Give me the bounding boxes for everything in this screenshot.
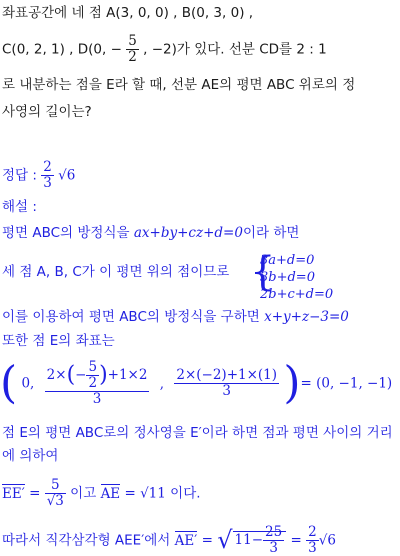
solution-text: 이를 이용하여 평면 ABC의 방정식을 구하면: [2, 309, 265, 325]
solution-text: 이라 하면: [242, 225, 300, 241]
solution-line-7: EE′ = $\frac{5}{√3}$ 이고 AE = √11 이다.: [2, 477, 201, 509]
system-equation: 3a+d=0: [260, 253, 315, 268]
fraction-denominator: √3: [46, 493, 64, 509]
coord-x: 0,: [21, 375, 35, 392]
plane-equation: x+y+z−3=0: [264, 309, 349, 325]
solution-text: 또한 점 E의 좌표는: [2, 333, 115, 349]
solution-text: 평면 ABC의 방정식을: [2, 225, 134, 241]
coord-expression: ( 0, 2×(− $\frac{5}{2}$ )+1×2 3 , $\frac{2\times(-2)+1\times(1)}{3}$ )= (0, −1, −1): [0, 357, 393, 409]
fraction-numerator: 5: [88, 359, 98, 375]
radicand: [233, 524, 287, 556]
problem-line-1: [2, 4, 253, 22]
fraction-denominator: 2: [88, 375, 98, 391]
problem-text: , −2)가 있다. 선분 CD를 2 : 1: [143, 41, 327, 58]
segment-ee: EE′: [2, 485, 25, 502]
segment-ae-prime: AE′: [174, 532, 198, 549]
fraction: [126, 34, 139, 65]
segment-ae: AE: [100, 485, 121, 502]
solution-text: 세 점 A, B, C가 이 평면 위의 점이므로: [2, 264, 230, 280]
solution-text: 에 의하여: [2, 448, 59, 464]
problem-text: 로 내분하는 점을 E라 할 때, 선분 AE의 평면 ABC 위로의 정: [2, 77, 356, 93]
problem-line-3: [2, 76, 355, 94]
solution-line-8: 따라서 직각삼각형 AEE′에서 AE′ = √ 11− $\frac{25}{3}$ = $\frac{2}{3}$ √6: [2, 524, 336, 556]
paren-icon: (: [66, 362, 76, 388]
problem-text: 사영의 길이는?: [2, 104, 92, 120]
left-paren-icon: (: [0, 357, 18, 409]
result-fraction: [306, 525, 319, 556]
fraction-numerator: 5: [45, 478, 66, 494]
fraction-numerator: 25: [265, 524, 283, 540]
solution-text: 점 E의 평면 ABC로의 정사영을 E′이라 하면 점과 평면 사이의 거리: [2, 425, 393, 441]
result-root: √6: [318, 532, 336, 549]
ae-value: = √11: [124, 485, 166, 502]
fraction-numerator: 2×(−2)+1×(1): [176, 367, 278, 383]
coord-z-fraction: [174, 368, 279, 399]
solution-text: 이고: [65, 485, 101, 502]
fraction-numerator: 2: [308, 524, 317, 540]
coord-y-fraction: [45, 360, 150, 407]
solution-line-5: [2, 424, 393, 442]
radical-icon: √: [217, 526, 233, 554]
solution-line-6: [2, 447, 58, 465]
system-equation: 2b+c+d=0: [260, 287, 334, 302]
answer-label: 정답 :: [2, 167, 37, 184]
right-paren-icon: ): [283, 357, 301, 409]
fraction-denominator: 3: [269, 540, 278, 556]
radicand-fraction: [263, 525, 284, 556]
solution-line-3: [2, 308, 349, 326]
problem-line-2: [2, 34, 327, 65]
ee-fraction: [45, 478, 66, 509]
solution-line-1: [2, 224, 299, 242]
solution-label: 해설 :: [2, 199, 37, 215]
fraction-denominator: 3: [43, 175, 52, 191]
solution-line-4: [2, 332, 115, 350]
answer-fraction: [41, 160, 54, 191]
solution-text: 이다.: [165, 485, 201, 502]
fraction-denominator: 3: [222, 383, 231, 399]
fraction-numerator: 5: [128, 33, 137, 49]
solution-line-2: [2, 263, 229, 281]
num-part: +1×2: [107, 367, 148, 383]
radicand-part: 11−: [234, 532, 264, 548]
coord-result: = (0, −1, −1): [300, 375, 393, 392]
fraction-numerator: 2: [43, 159, 52, 175]
fraction-denominator: 2: [128, 49, 137, 65]
fraction-denominator: 3: [308, 540, 317, 556]
system-equation: 3b+d=0: [260, 270, 315, 285]
solution-label-line: [2, 198, 37, 216]
solution-text: 따라서 직각삼각형 AEE′에서: [2, 532, 175, 549]
problem-text: C(0, 2, 1) , D(0, −: [2, 41, 122, 58]
left-brace-icon: {: [250, 249, 276, 295]
inner-fraction: [86, 360, 99, 391]
problem-line-4: [2, 103, 92, 121]
problem-text: 좌표공간에 네 점 A(3, 0, 0) , B(0, 3, 0) ,: [2, 5, 254, 21]
answer-root: √6: [58, 167, 76, 184]
fraction-numerator: 2×(− $\frac{5}{2}$ )+1×2: [46, 359, 148, 391]
plane-equation: ax+by+cz+d=0: [133, 225, 243, 241]
paren-icon: ): [99, 362, 108, 388]
fraction-denominator: 3: [92, 391, 102, 407]
answer-line: [2, 160, 75, 191]
equation-system: [250, 249, 334, 303]
num-part: 2×: [46, 367, 67, 383]
sqrt-expression: [217, 525, 286, 556]
